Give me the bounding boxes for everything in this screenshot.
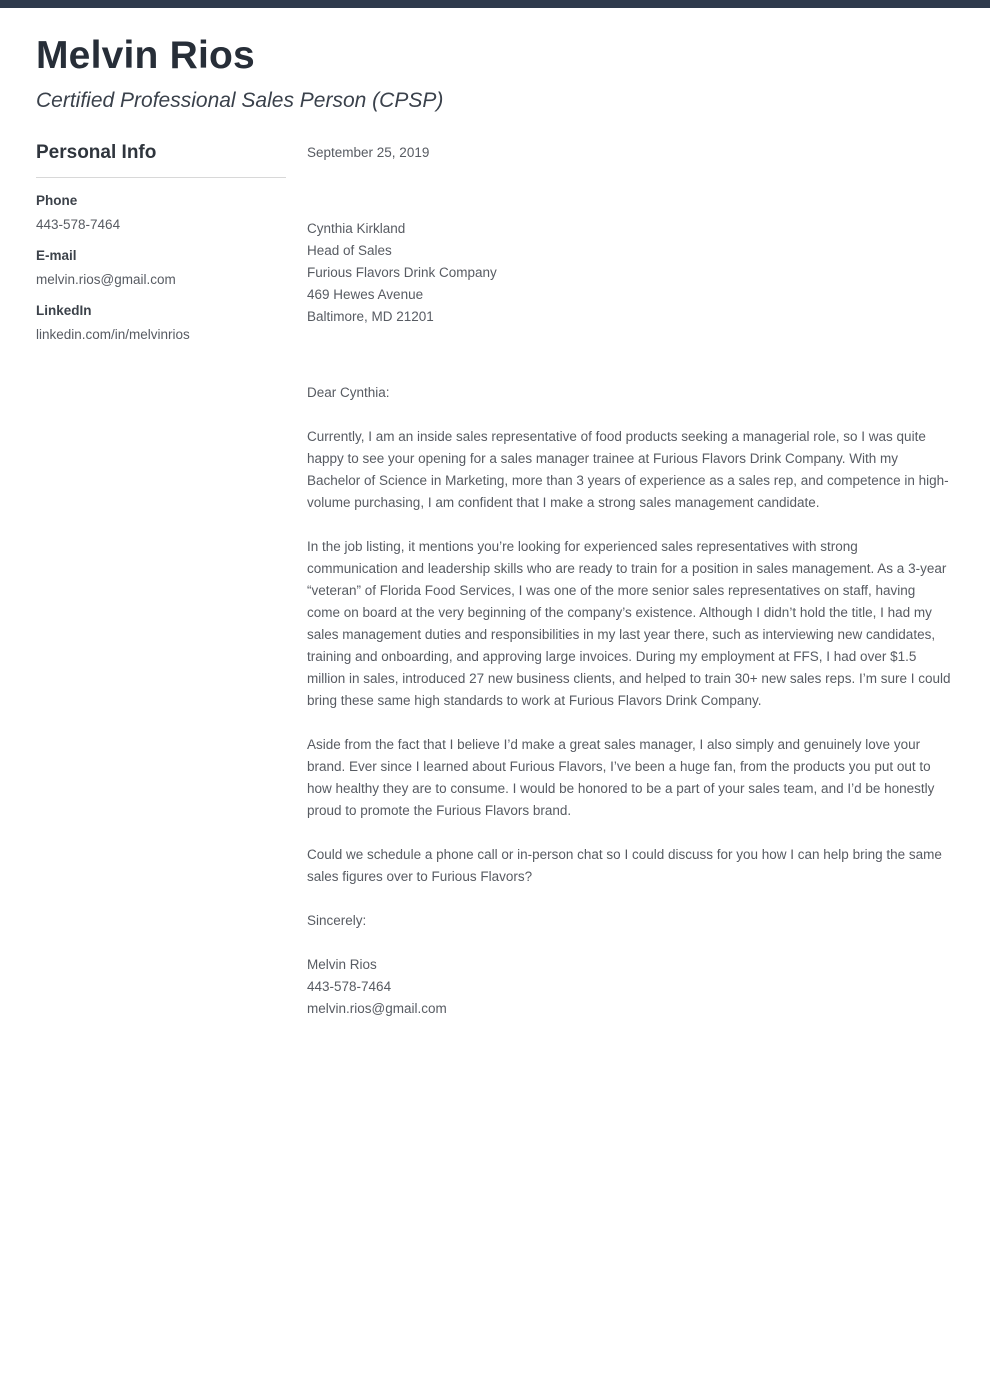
recipient-block xyxy=(307,218,952,328)
candidate-job-title: Certified Professional Sales Person (CPSP) xyxy=(36,89,444,112)
linkedin-field xyxy=(36,303,286,343)
email-value: melvin.rios@gmail.com xyxy=(36,272,176,288)
linkedin-value: linkedin.com/in/melvinrios xyxy=(36,327,190,343)
content-columns xyxy=(36,142,952,1020)
candidate-name: Melvin Rios xyxy=(36,34,255,77)
recipient-street: 469 Hewes Avenue xyxy=(307,287,424,303)
email-label: E-mail xyxy=(36,248,77,264)
personal-info-heading: Personal Info xyxy=(36,142,286,178)
signature-block xyxy=(307,954,952,1020)
phone-label: Phone xyxy=(36,193,78,209)
phone-value: 443-578-7464 xyxy=(36,217,121,233)
paragraph-call-to-action: Could we schedule a phone call or in-person chat so I could discuss for you how I can help bring the same sales figures over to Furious Flavors? xyxy=(307,847,942,885)
closing: Sincerely: xyxy=(307,913,367,929)
linkedin-label: LinkedIn xyxy=(36,303,92,319)
accent-top-bar xyxy=(0,0,990,8)
recipient-company: Furious Flavors Drink Company xyxy=(307,265,497,281)
letter-body xyxy=(286,142,952,1020)
paragraph-experience: In the job listing, it mentions you’re looking for experienced sales representatives with strong communication and leadership skills who are ready to train for a position in sales management. As a 3-year “veteran” of Florida Food Services, I was one of the more senior sales representatives on staff, having come on board at the very beginning of the company’s existence. Although I didn’t hold the title, I had my sales management duties and responsibilities in my last year there, such as interviewing new candidates, training and onboarding, and approving large invoices. During my employment at FFS, I had over $1.5 million in sales, introduced 27 new business clients, and helped to train 30+ new sales reps. I’m sure I could bring these same high standards to work at Furious Flavors Drink Company. xyxy=(307,539,951,709)
salutation: Dear Cynthia: xyxy=(307,385,390,401)
paragraph-intro: Currently, I am an inside sales representative of food products seeking a managerial role, so I was quite happy to see your opening for a sales manager trainee at Furious Flavors Drink Company. With my Bachelor of Science in Marketing, more than 3 years of experience as a sales rep, and competence in high-volume purchasing, I am confident that I make a strong sales management candidate. xyxy=(307,429,949,511)
recipient-title: Head of Sales xyxy=(307,243,392,259)
recipient-name: Cynthia Kirkland xyxy=(307,221,406,237)
personal-info-sidebar xyxy=(36,142,286,343)
email-field xyxy=(36,248,286,288)
signature-name: Melvin Rios xyxy=(307,957,377,973)
recipient-city: Baltimore, MD 21201 xyxy=(307,309,434,325)
phone-field xyxy=(36,193,286,233)
signature-phone: 443-578-7464 xyxy=(307,979,392,995)
paragraph-brand: Aside from the fact that I believe I’d make a great sales manager, I also simply and genuinely love your brand. Ever since I learned about Furious Flavors, I’ve been a huge fan, from the products you put out to how healthy they are to consume. I would be honored to be a part of your sales team, and I’d be honestly proud to promote the Furious Flavors brand. xyxy=(307,737,935,819)
signature-email: melvin.rios@gmail.com xyxy=(307,1001,447,1017)
cover-letter-page xyxy=(0,8,990,1020)
letter-header xyxy=(36,36,952,112)
letter-date: September 25, 2019 xyxy=(307,145,430,161)
